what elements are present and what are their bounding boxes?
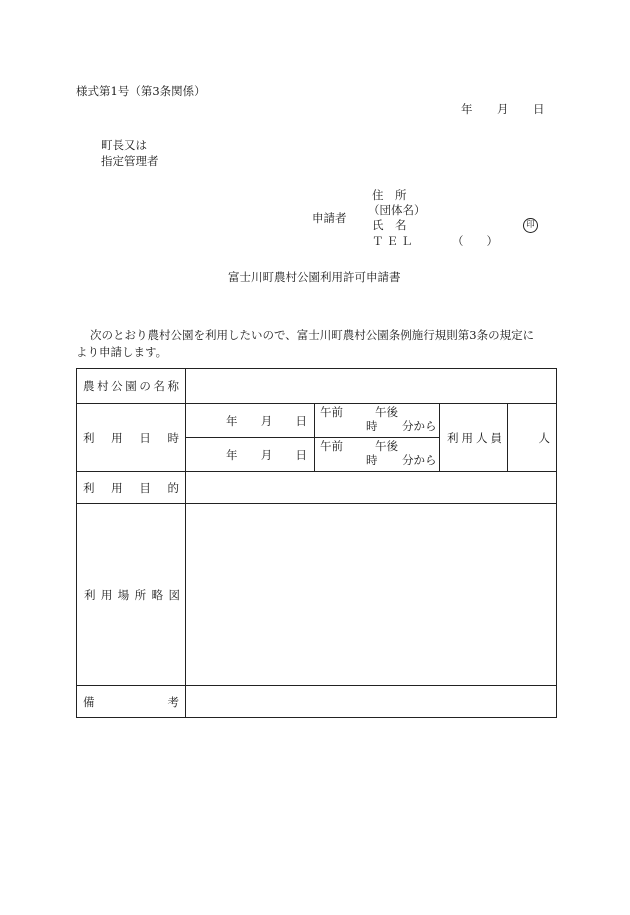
- remarks-label: 備 考: [77, 686, 186, 718]
- datetime-row-1: [77, 404, 557, 438]
- park-name-row: [77, 369, 557, 404]
- form-number: 様式第1号（第3条関係）: [76, 84, 206, 98]
- park-name-label: 農 村 公 園 の 名 称: [77, 369, 186, 404]
- time-input-1[interactable]: 午前 午後 時 分から: [315, 404, 440, 438]
- remarks-input[interactable]: [186, 686, 557, 718]
- purpose-label: 利 用 目 的: [77, 472, 186, 504]
- tel-parens: （ ）: [452, 234, 498, 248]
- addressee-line2: 指定管理者: [101, 154, 159, 168]
- form-title: 富士川町農村公園利用許可申請書: [228, 270, 401, 284]
- map-row: [77, 504, 557, 686]
- purpose-input[interactable]: [186, 472, 557, 504]
- users-unit: 人: [538, 430, 550, 445]
- date-input-1[interactable]: 年 月 日: [186, 404, 315, 438]
- address-label: 住 所: [372, 188, 407, 202]
- body-text-line1: 次のとおり農村公園を利用したいので、富士川町農村公園条例施行規則第3条の規定に: [90, 328, 535, 342]
- map-area[interactable]: [186, 504, 557, 686]
- users-count-input[interactable]: [508, 404, 557, 472]
- map-label: 利 用 場 所 略 図: [77, 504, 186, 686]
- group-name-label: （団体名）: [368, 203, 426, 217]
- applicant-label: 申請者: [312, 211, 347, 225]
- purpose-row: [77, 472, 557, 504]
- users-label: 利 用 人 員: [440, 404, 508, 472]
- name-label: 氏 名: [372, 218, 407, 232]
- date-month-label: 月: [497, 102, 509, 116]
- date-input-2[interactable]: 年 月 日: [186, 438, 315, 472]
- body-text-line2: より申請します。: [76, 345, 168, 359]
- time-input-2[interactable]: 午前 午後 時 分から: [315, 438, 440, 472]
- datetime-label: 利 用 日 時: [77, 404, 186, 472]
- park-name-input[interactable]: [186, 369, 557, 404]
- date-day-label: 日: [533, 102, 545, 116]
- tel-label: ＴＥＬ: [372, 234, 416, 248]
- addressee-line1: 町長又は: [101, 138, 147, 152]
- seal-icon: 印: [523, 218, 538, 233]
- remarks-row: [77, 686, 557, 718]
- date-year-label: 年: [461, 102, 473, 116]
- application-table: [76, 368, 557, 718]
